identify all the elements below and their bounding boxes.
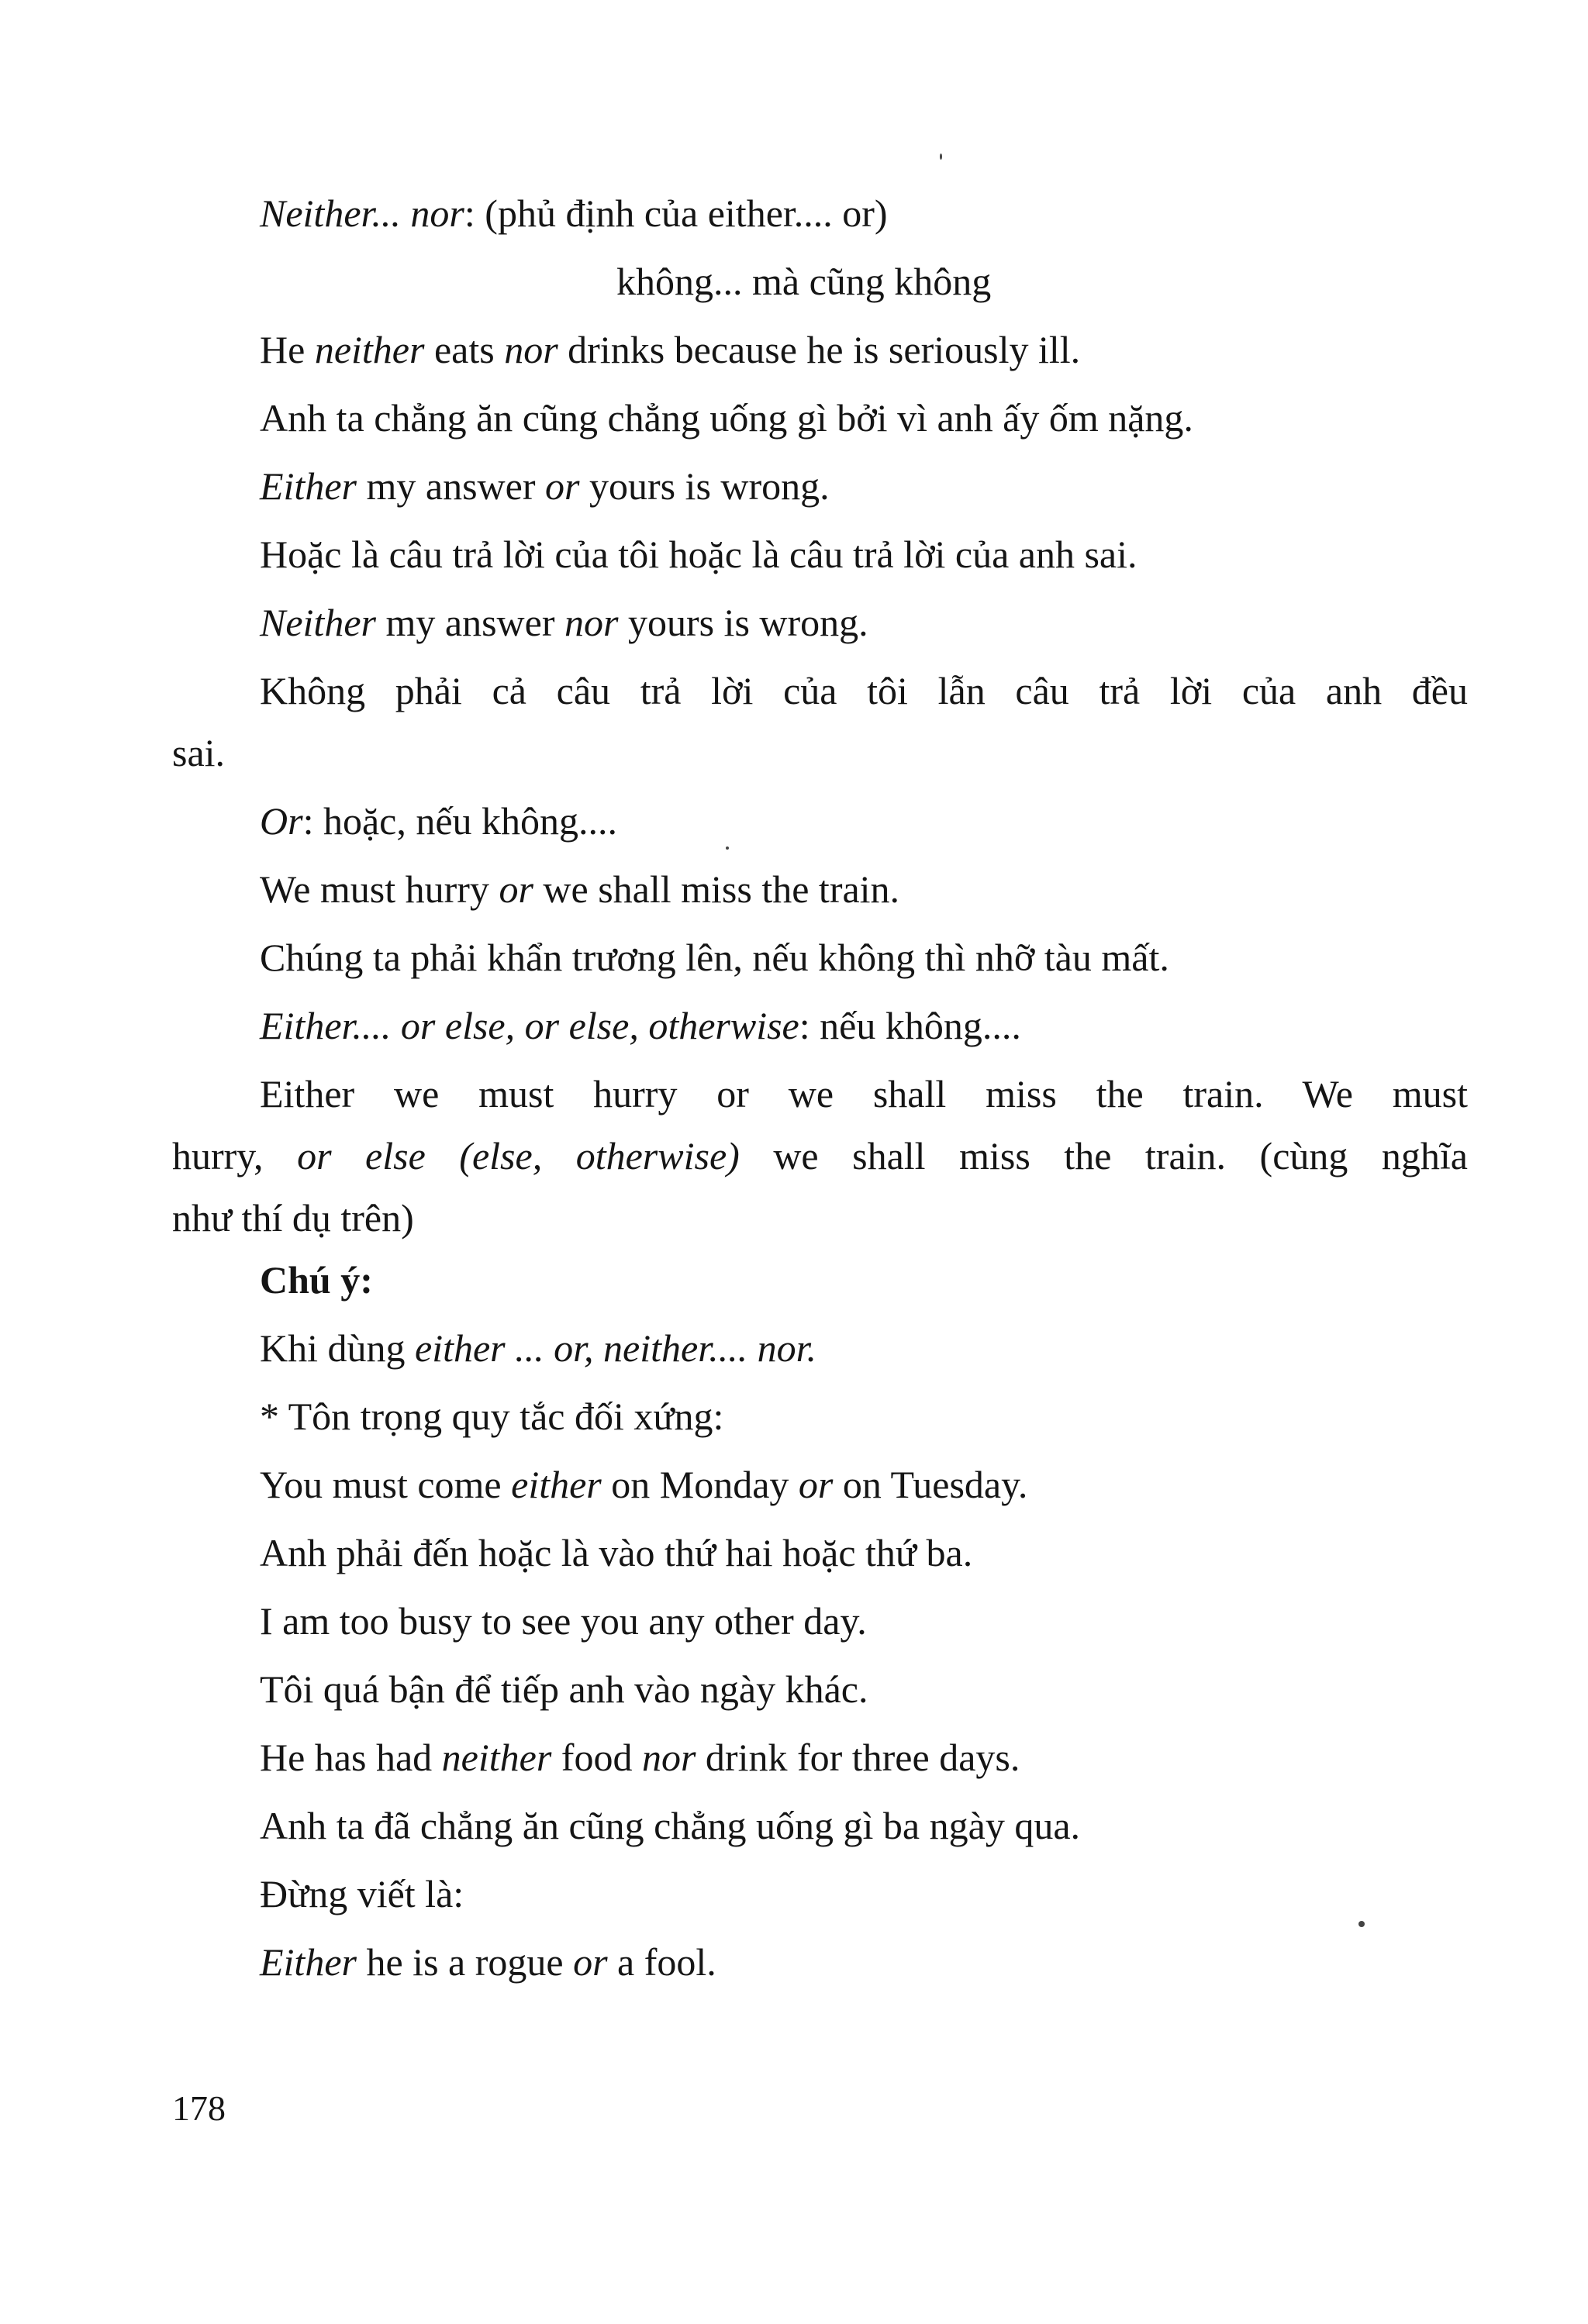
text-run: yours is wrong. — [618, 601, 868, 644]
text-line — [260, 463, 830, 509]
text-line — [260, 798, 617, 844]
text-run: Anh ta chẳng ăn cũng chẳng uống gì bởi vì anh ấy ốm nặng. — [260, 396, 1193, 440]
text-run: : — [360, 1258, 373, 1302]
text-run: Tôi quá bận để tiếp anh vào ngày khác. — [260, 1667, 868, 1711]
text-run: không... mà cũng không — [616, 260, 992, 303]
text-run: sai. — [172, 731, 226, 774]
text-line — [172, 1133, 1468, 1179]
text-run: I am too busy to see you any other day. — [260, 1599, 867, 1643]
text-line — [260, 1871, 464, 1917]
text-line — [260, 667, 1468, 714]
text-run: hurry, — [172, 1134, 298, 1178]
text-line — [260, 395, 1193, 441]
italic-term: Neither — [260, 601, 376, 644]
italic-term: Either.... or else, or else, otherwise — [260, 1004, 799, 1047]
text-run: You must come — [260, 1463, 512, 1506]
italic-term: Either — [260, 464, 357, 508]
text-run: drink for three days. — [696, 1736, 1020, 1779]
text-run: we shall miss the train. — [533, 867, 900, 911]
text-line — [260, 1325, 816, 1371]
text-line — [260, 1529, 972, 1576]
text-run: như thí dụ trên) — [172, 1196, 414, 1240]
italic-term: or — [798, 1463, 834, 1506]
text-run: Anh phải đến hoặc là vào thứ hai hoặc thứ ba. — [260, 1531, 973, 1574]
italic-term: either ... or, neither.... nor. — [415, 1326, 817, 1370]
text-line — [260, 531, 1137, 578]
italic-term: or else (else, otherwise) — [297, 1134, 740, 1178]
text-run: He — [260, 328, 315, 371]
text-run: : nếu không.... — [799, 1004, 1021, 1047]
note-heading — [260, 1257, 373, 1303]
italic-term: nor — [504, 328, 558, 371]
text-run: Chú ý — [260, 1258, 361, 1302]
text-run: : (phủ định của either.... or) — [464, 191, 888, 235]
page-number: 178 — [172, 2088, 226, 2128]
scan-speck — [726, 847, 729, 850]
text-run: Anh ta đã chẳng ăn cũng chẳng uống gì ba ngày qua. — [260, 1804, 1081, 1847]
text-line — [260, 599, 868, 646]
text-run: food — [551, 1736, 642, 1779]
italic-term: Or — [260, 799, 303, 843]
text-line — [616, 258, 991, 305]
italic-term: or — [544, 464, 580, 508]
text-run: drinks because he is seriously ill. — [558, 328, 1081, 371]
text-run: Khi dùng — [260, 1326, 415, 1370]
text-run: on Monday — [601, 1463, 799, 1506]
text-run: We must hurry — [260, 867, 499, 911]
text-run: a fool. — [607, 1940, 716, 1984]
italic-term: nor — [564, 601, 619, 644]
text-run: my answer — [356, 464, 545, 508]
text-line — [172, 729, 225, 776]
text-run: on Tuesday. — [833, 1463, 1028, 1506]
text-line — [260, 1802, 1080, 1849]
text-run: we shall miss the train. (cùng nghĩa — [739, 1134, 1468, 1178]
text-line — [260, 934, 1169, 981]
text-run: He has had — [260, 1736, 442, 1779]
text-line — [260, 1002, 1021, 1049]
text-run: Either we must hurry or we shall miss the train. We must — [260, 1072, 1468, 1115]
text-run: : hoặc, nếu không.... — [302, 799, 618, 843]
text-run: Không phải cả câu trả lời của tôi lẫn câu trả lời của anh đều — [260, 669, 1468, 712]
text-run: Đừng viết là: — [260, 1872, 464, 1915]
text-line — [260, 1071, 1468, 1117]
text-line — [260, 1666, 868, 1712]
italic-term: neither — [441, 1736, 552, 1779]
italic-term: or — [499, 867, 533, 911]
scan-speck — [1358, 1921, 1365, 1927]
italic-term: Neither... nor — [260, 191, 464, 235]
text-line — [260, 1393, 723, 1440]
text-line — [172, 1195, 414, 1241]
text-line — [260, 866, 899, 912]
text-line — [260, 190, 888, 236]
text-line — [260, 1598, 867, 1644]
text-line — [260, 1734, 1020, 1781]
text-run: yours is wrong. — [579, 464, 830, 508]
scan-speck — [940, 153, 942, 160]
text-run: Chúng ta phải khẩn trương lên, nếu không thì nhỡ tàu mất. — [260, 936, 1169, 979]
italic-term: neither — [314, 328, 425, 371]
text-run: Hoặc là câu trả lời của tôi hoặc là câu trả lời của anh sai. — [260, 533, 1137, 576]
italic-term: or — [573, 1940, 608, 1984]
italic-term: nor — [641, 1736, 696, 1779]
italic-term: either — [511, 1463, 602, 1506]
text-line — [260, 1939, 716, 1985]
italic-term: Either — [260, 1940, 357, 1984]
text-run: * Tôn trọng quy tắc đối xứng: — [260, 1395, 724, 1438]
text-run: my answer — [375, 601, 564, 644]
text-line — [260, 326, 1080, 373]
text-line — [260, 1461, 1027, 1508]
text-run: eats — [424, 328, 505, 371]
text-run: he is a rogue — [356, 1940, 574, 1984]
